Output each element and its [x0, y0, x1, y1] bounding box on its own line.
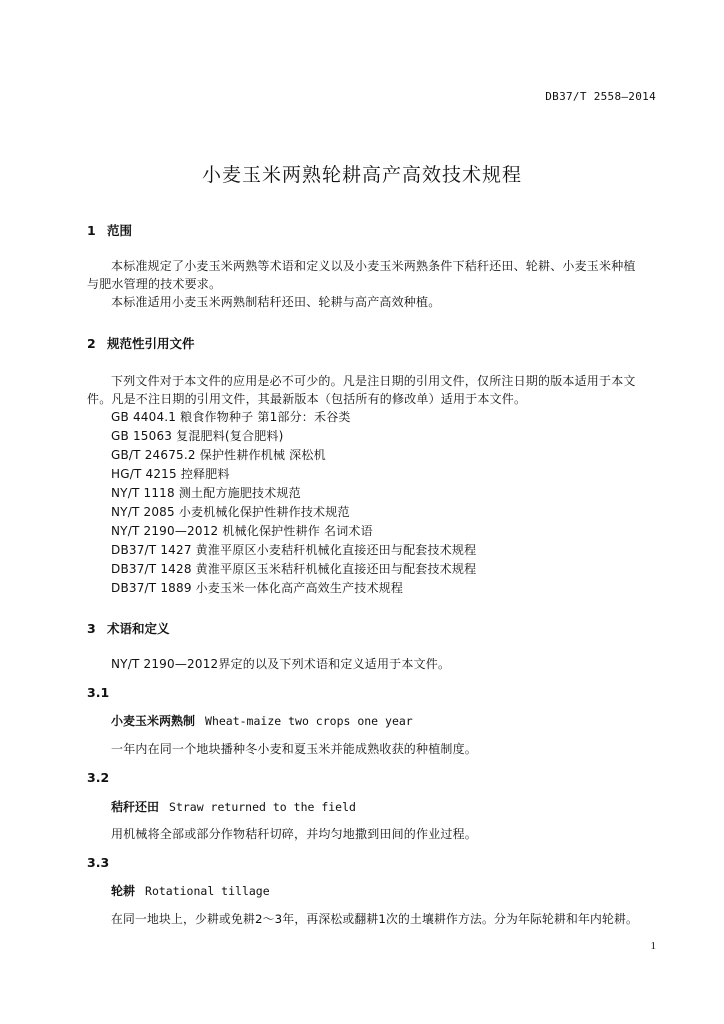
- section-number: 2: [87, 336, 96, 351]
- section-1-heading: [87, 221, 132, 239]
- term-number: 3.2: [87, 770, 110, 785]
- section-title: 范围: [107, 223, 133, 238]
- term-heading: [111, 712, 413, 729]
- section-number: 3: [87, 621, 96, 636]
- standard-number: DB37/T 2558—2014: [545, 90, 656, 103]
- page-number: 1: [650, 940, 656, 952]
- s2-paragraph-line-1: 下列文件对于本文件的应用是必不可少的。凡是注日期的引用文件，仅所注日期的版本适用于本文: [111, 374, 636, 388]
- reference-item: NY/T 2085 小麦机械化保护性耕作技术规范: [111, 505, 350, 519]
- term-definition: 用机械将全部或部分作物秸秆切碎，并均匀地撒到田间的作业过程。: [111, 827, 478, 841]
- term-number: 3.3: [87, 855, 110, 870]
- s3-intro: NY/T 2190—2012界定的以及下列术语和定义适用于本文件。: [111, 657, 451, 671]
- reference-item: GB 15063 复混肥料(复合肥料): [111, 429, 284, 443]
- s1-paragraph-2: 本标准适用小麦玉米两熟制秸秆还田、轮耕与高产高效种植。: [111, 295, 441, 309]
- term-zh: 轮耕: [111, 884, 136, 898]
- term-en: Wheat-maize two crops one year: [205, 714, 413, 728]
- s1-paragraph-1-line-1: 本标准规定了小麦玉米两熟等术语和定义以及小麦玉米两熟条件下秸秆还田、轮耕、小麦玉米种植: [111, 259, 636, 273]
- reference-item: DB37/T 1427 黄淮平原区小麦秸秆机械化直接还田与配套技术规程: [111, 543, 477, 557]
- section-number: 1: [87, 223, 96, 238]
- section-title: 术语和定义: [107, 621, 170, 636]
- s1-paragraph-1-line-2: 与肥水管理的技术要求。: [87, 277, 222, 291]
- document-title: 小麦玉米两熟轮耕高产高效技术规程: [201, 164, 522, 186]
- reference-item: NY/T 2190—2012 机械化保护性耕作 名词术语: [111, 524, 373, 538]
- reference-item: GB 4404.1 粮食作物种子 第1部分：禾谷类: [111, 410, 351, 424]
- term-number: 3.1: [87, 685, 110, 700]
- section-2-heading: [87, 334, 195, 352]
- term-en: Rotational tillage: [145, 884, 270, 898]
- section-title: 规范性引用文件: [107, 336, 195, 351]
- reference-item: NY/T 1118 测土配方施肥技术规范: [111, 486, 301, 500]
- term-definition: 一年内在同一个地块播种冬小麦和夏玉米并能成熟收获的种植制度。: [111, 742, 478, 756]
- reference-item: GB/T 24675.2 保护性耕作机械 深松机: [111, 448, 326, 462]
- reference-item: DB37/T 1889 小麦玉米一体化高产高效生产技术规程: [111, 581, 404, 595]
- term-heading: [111, 882, 270, 899]
- term-definition: 在同一地块上，少耕或免耕2～3年，再深松或翻耕1次的土壤耕作方法。分为年际轮耕和年内轮耕。: [111, 912, 638, 926]
- term-zh: 小麦玉米两熟制: [111, 714, 196, 728]
- reference-item: HG/T 4215 控释肥料: [111, 467, 230, 481]
- term-en: Straw returned to the field: [169, 800, 356, 814]
- term-zh: 秸秆还田: [111, 800, 160, 814]
- term-heading: [111, 798, 356, 815]
- reference-item: DB37/T 1428 黄淮平原区玉米秸秆机械化直接还田与配套技术规程: [111, 562, 477, 576]
- s2-paragraph-line-2: 件。凡是不注日期的引用文件，其最新版本（包括所有的修改单）适用于本文件。: [87, 392, 527, 406]
- section-3-heading: [87, 619, 170, 637]
